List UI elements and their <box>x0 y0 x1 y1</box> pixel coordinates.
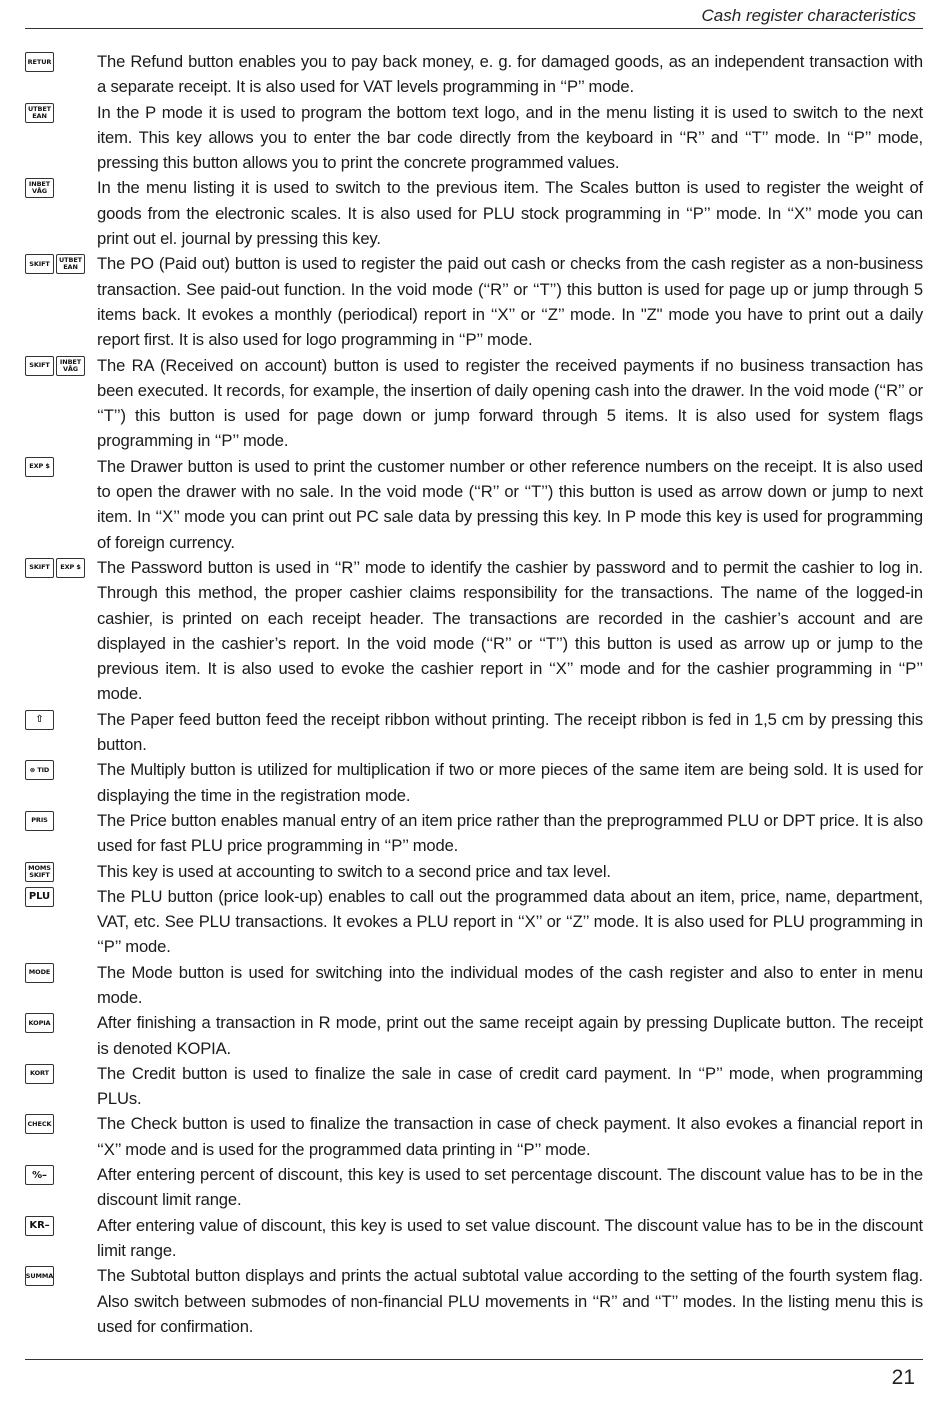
key-group <box>25 1010 97 1033</box>
entry-description: The Price button enables manual entry of an item price rather than the preprogrammed PLU or DPT price. It is also used for fast PLU price programming in ‘‘P’’ mode. <box>97 810 923 856</box>
entry-description: After finishing a transaction in R mode, print out the same receipt again by pressing Duplicate button. The receipt is denoted KOPIA. <box>97 1013 923 1058</box>
entry-description: The Credit button is used to finalize the sale in case of credit card payment. In ‘‘P’’ mode, when programming PLUs. <box>97 1063 923 1109</box>
key-group <box>25 1213 97 1236</box>
mode-key-icon: MODE <box>25 963 54 983</box>
paper-feed-arrow-key-icon: ⇧ <box>25 710 54 730</box>
entry-subtotal <box>25 1263 923 1339</box>
entry-multiply <box>25 757 923 808</box>
kr-minus-key-icon: KR– <box>25 1216 54 1236</box>
key-group <box>25 808 97 831</box>
entry-description: The PLU button (price look-up) enables to call out the programmed data about an item, price, name, department, VAT, etc. See PLU transactions. It evokes a PLU report in ‘‘X’’ or ‘‘Z’’ mode. It is also used for PLU programming in ‘‘P’’ mode. <box>97 886 923 957</box>
exp-dollar-key-icon: EXP $ <box>56 558 85 578</box>
entry-description: The RA (Received on account) button is used to register the received payments if no business transaction has been executed. It records, for example, the insertion of daily opening cash into the drawer. In the void mode (‘‘R’’ or ‘‘T’’) this button is used for page down or jump forward through 5 items. It is also used for system flags programming in ‘‘P’’ mode. <box>97 355 923 451</box>
entry-description: After entering value of discount, this key is used to set value discount. The discount value has to be in the discount limit range. <box>97 1215 923 1260</box>
moms-skift-key-icon: MOMS SKIFT <box>25 862 54 882</box>
key-group <box>25 1263 97 1286</box>
entry-price <box>25 808 923 859</box>
entry-description: In the P mode it is used to program the bottom text logo, and in the menu listing it is used to switch to the next item. This key allows you to enter the bar code directly from the keyboard in ‘‘R’’ and ‘‘T’’ mode. In ‘‘P’’ mode, pressing this button allows you to print the concrete programmed values. <box>97 102 923 173</box>
exp-dollar-key-icon: EXP $ <box>25 457 54 477</box>
entry-paper-feed <box>25 707 923 758</box>
key-group <box>25 1162 97 1185</box>
key-group <box>25 1111 97 1134</box>
retur-key-icon: RETUR <box>25 52 54 72</box>
key-group <box>25 100 97 123</box>
entry-inbet-vag <box>25 175 923 251</box>
key-group <box>25 859 97 882</box>
key-group <box>25 884 97 907</box>
key-group <box>25 1061 97 1084</box>
entry-refund <box>25 49 923 100</box>
entry-percent-discount <box>25 1162 923 1213</box>
key-description-list <box>25 49 923 1339</box>
kopia-key-icon: KOPIA <box>25 1013 54 1033</box>
key-group <box>25 353 97 376</box>
plu-key-icon: PLU <box>25 887 54 907</box>
entry-description: The Subtotal button displays and prints the actual subtotal value according to the setting of the fourth system flag. Also switch between submodes of non-financial PLU movements in ‘‘R’’ and ‘‘T’’ modes. In the listing menu this is used for confirmation. <box>97 1266 923 1336</box>
entry-plu <box>25 884 923 960</box>
skift-key-icon: SKIFT <box>25 254 54 274</box>
kort-key-icon: KORT <box>25 1064 54 1084</box>
entry-password <box>25 555 923 707</box>
multiply-tid-key-icon: ⊗ TID <box>25 760 54 780</box>
entry-drawer <box>25 454 923 555</box>
entry-description: The Password button is used in ‘‘R’’ mode to identify the cashier by password and to permit the cashier to log in. Through this method, the proper cashier claims responsibility for the transactions. The name of the logged-in cashier, is printed on each receipt header. The transactions are recorded in the cashier’s account and are displayed in the cashier’s report. In the void mode (‘‘R’’ or ‘‘T’’) this button is used as arrow up or jump to the previous item. It is also used to evoke the cashier report in ‘‘X’’ mode and for the cashier programming in ‘‘P’’ mode. <box>97 557 923 704</box>
entry-description: The Check button is used to finalize the transaction in case of check payment. It also evokes a financial report in ‘‘X’’ mode and is used for the programmed data printing in ‘‘P’’ mode. <box>97 1114 923 1159</box>
key-group <box>25 251 97 274</box>
inbet-vag-key-icon: INBET VÅG <box>56 356 85 376</box>
key-group <box>25 707 97 730</box>
page-number: 21 <box>891 1366 915 1389</box>
entry-description: The PO (Paid out) button is used to register the paid out cash or checks from the cash register as a non-business transaction. See paid-out function. In the void mode (‘‘R’’ or ‘‘T’’) this button is used for page up or jump through 5 items back. It evokes a monthly (periodical) report in ‘‘X’’ or ‘‘Z’’ mode. In "Z" mode you have to print out a daily report first. It is also used for logo programming in ‘‘P’’ mode. <box>97 254 923 350</box>
key-group <box>25 555 97 578</box>
entry-description: After entering percent of discount, this key is used to set percentage discount. The discount value has to be in the discount limit range. <box>97 1165 923 1210</box>
skift-key-icon: SKIFT <box>25 356 54 376</box>
skift-key-icon: SKIFT <box>25 558 54 578</box>
entry-value-discount <box>25 1213 923 1264</box>
utbet-ean-key-icon: UTBET EAN <box>25 103 54 123</box>
entry-description: The Mode button is used for switching into the individual modes of the cash register and also to enter in menu mode. <box>97 962 923 1007</box>
key-group <box>25 49 97 72</box>
entry-received-on-account <box>25 353 923 454</box>
check-key-icon: CHECK <box>25 1114 54 1134</box>
entry-description: In the menu listing it is used to switch to the previous item. The Scales button is used to register the weight of goods from the electronic scales. It is also used for PLU stock programming in ‘‘P’’ mode. In ‘‘X’’ mode you can print out el. journal by pressing this key. <box>97 178 923 249</box>
running-header: Cash register characteristics <box>701 6 916 25</box>
key-group <box>25 175 97 198</box>
header-rule <box>25 28 923 29</box>
key-group <box>25 960 97 983</box>
entry-description: The Refund button enables you to pay back money, e. g. for damaged goods, as an independent transaction with a separate receipt. It is also used for VAT levels programming in ‘‘P’’ mode. <box>97 52 923 97</box>
pris-key-icon: PRIS <box>25 811 54 831</box>
entry-description: The Multiply button is utilized for multiplication if two or more pieces of the same item are being sold. It is used for displaying the time in the registration mode. <box>97 760 923 805</box>
summa-key-icon: SUMMA <box>25 1266 54 1286</box>
entry-credit <box>25 1061 923 1112</box>
entry-description: This key is used at accounting to switch to a second price and tax level. <box>97 861 611 881</box>
key-group <box>25 757 97 780</box>
inbet-vag-key-icon: INBET VÅG <box>25 178 54 198</box>
entry-utbet-ean <box>25 100 923 176</box>
entry-mode <box>25 960 923 1011</box>
footer-rule <box>25 1359 923 1360</box>
utbet-ean-key-icon: UTBET EAN <box>56 254 85 274</box>
entry-moms-skift <box>25 859 923 884</box>
key-group <box>25 454 97 477</box>
entry-paid-out <box>25 251 923 352</box>
entry-description: The Drawer button is used to print the customer number or other reference numbers on the receipt. It is also used to open the drawer with no sale. In the void mode (‘‘R’’ or ‘‘T’’) this button is used as arrow down or jump to next item. In ‘‘X’’ mode you can print out PC sale data by pressing this key. In P mode this key is used for programming of foreign currency. <box>97 456 923 552</box>
entry-check <box>25 1111 923 1162</box>
entry-duplicate <box>25 1010 923 1061</box>
entry-description: The Paper feed button feed the receipt ribbon without printing. The receipt ribbon is fed in 1,5 cm by pressing this button. <box>97 709 923 755</box>
percent-minus-key-icon: %– <box>25 1165 54 1185</box>
